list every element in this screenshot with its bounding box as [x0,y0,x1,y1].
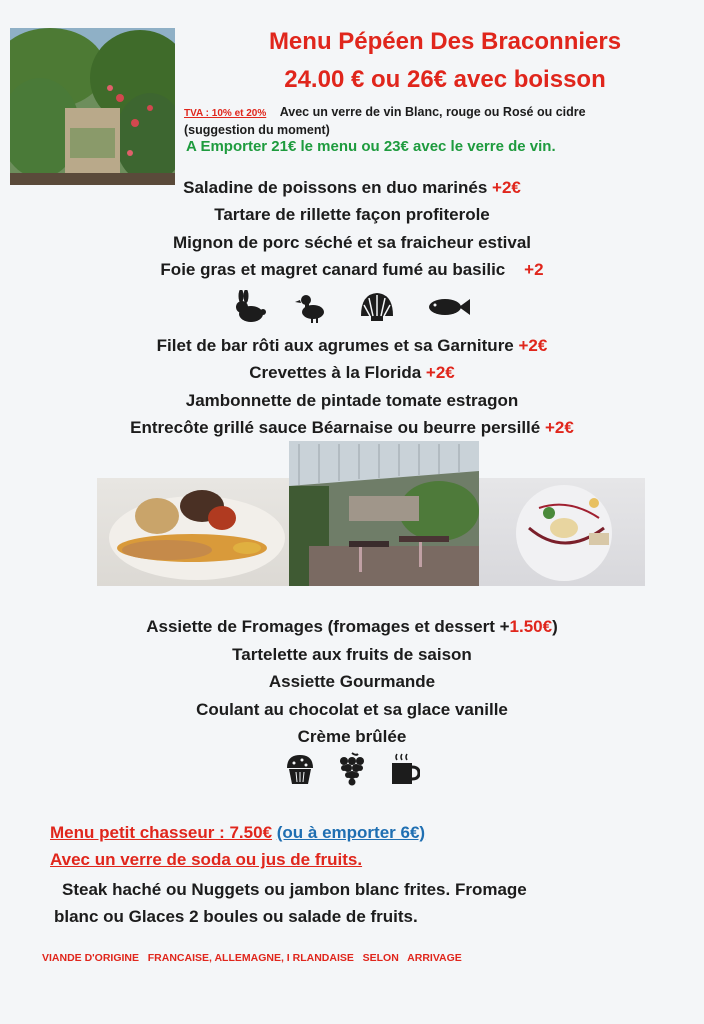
starter-item [0,178,704,198]
main-label: Crevettes à la Florida [249,363,422,382]
main-extra: +2€ [518,336,548,355]
coffee-cup-icon [388,752,420,791]
dessert-icons [0,752,704,791]
kids-desc-line-2: blanc ou Glaces 2 boules ou salade de fruits. [54,907,418,926]
starter-extra: +2€ [492,178,521,197]
main-extra: +2€ [425,363,455,382]
garden-photo [10,28,175,185]
cheese-label: Assiette de Fromages (fromages et dessert + [146,617,510,636]
wine-note-line-2: (suggestion du moment) [184,123,330,137]
starter-item [0,260,704,280]
dessert-photo [479,478,645,586]
grapes-icon [336,752,368,791]
dessert-item: Assiette Gourmande [268,672,436,691]
garden-photo-art [10,28,175,185]
menu-title: Menu Pépéen Des Braconniers [268,28,622,55]
rabbit-icon [233,290,267,329]
dessert-item: Coulant au chocolat et sa glace vanille [196,700,508,719]
kids-menu-price: Menu petit chasseur : 7.50€ [50,823,273,842]
animal-icons [0,290,704,329]
kids-takeaway: (ou à emporter 6€) [276,823,426,842]
terrace-art [289,441,479,586]
dessert-art [479,478,645,586]
starter-label: Mignon de porc séché et sa fraicheur estival [172,233,532,252]
dessert-item: Crème brûlée [297,727,407,746]
main-dish-photo [97,478,289,586]
meat-origin-note: VIANDE D'ORIGINE FRANCAISE, ALLEMAGNE, I RLANDAISE SELON ARRIVAGE [42,952,462,964]
main-item [0,363,704,383]
kids-description [54,876,692,930]
shell-icon [357,290,397,329]
main-label: Entrecôte grillé sauce Béarnaise ou beurre persillé [130,418,541,437]
main-extra: +2€ [544,418,574,437]
takeaway-note: A Emporter 21€ le menu ou 23€ avec le verre de vin. [186,138,556,155]
starter-label: Tartare de rillette façon profiterole [214,205,490,224]
main-item [0,418,704,438]
kids-drink: Avec un verre de soda ou jus de fruits. [50,850,363,869]
main-item [0,336,704,356]
muffin-icon [284,752,316,791]
main-item [0,391,704,411]
starter-label: Foie gras et magret canard fumé au basilic [160,260,506,279]
menu-price: 24.00 € ou 26€ avec boisson [284,66,606,93]
wine-note-line-1: Avec un verre de vin Blanc, rouge ou Rosé ou cidre [279,105,586,119]
dessert-item: Tartelette aux fruits de saison [232,645,472,664]
dessert-item [0,617,704,637]
starter-extra: +2 [524,260,544,279]
starter-item [0,205,704,225]
main-dish-art [97,478,289,586]
terrace-photo [289,441,479,586]
tva-note: TVA : 10% et 20% [184,108,267,119]
kids-menu-title [50,823,425,843]
kids-desc-line-1: Steak haché ou Nuggets ou jambon blanc frites. Fromage [62,880,527,899]
duck-icon [295,290,329,329]
main-label: Filet de bar rôti aux agrumes et sa Garniture [156,336,514,355]
cheese-extra: 1.50€ [509,617,553,636]
starter-item [0,233,704,253]
main-label: Jambonnette de pintade tomate estragon [185,391,519,410]
cheese-close: ) [552,617,558,636]
wine-note [184,104,699,139]
fish-icon [425,290,471,329]
starter-label: Saladine de poissons en duo marinés [183,178,488,197]
